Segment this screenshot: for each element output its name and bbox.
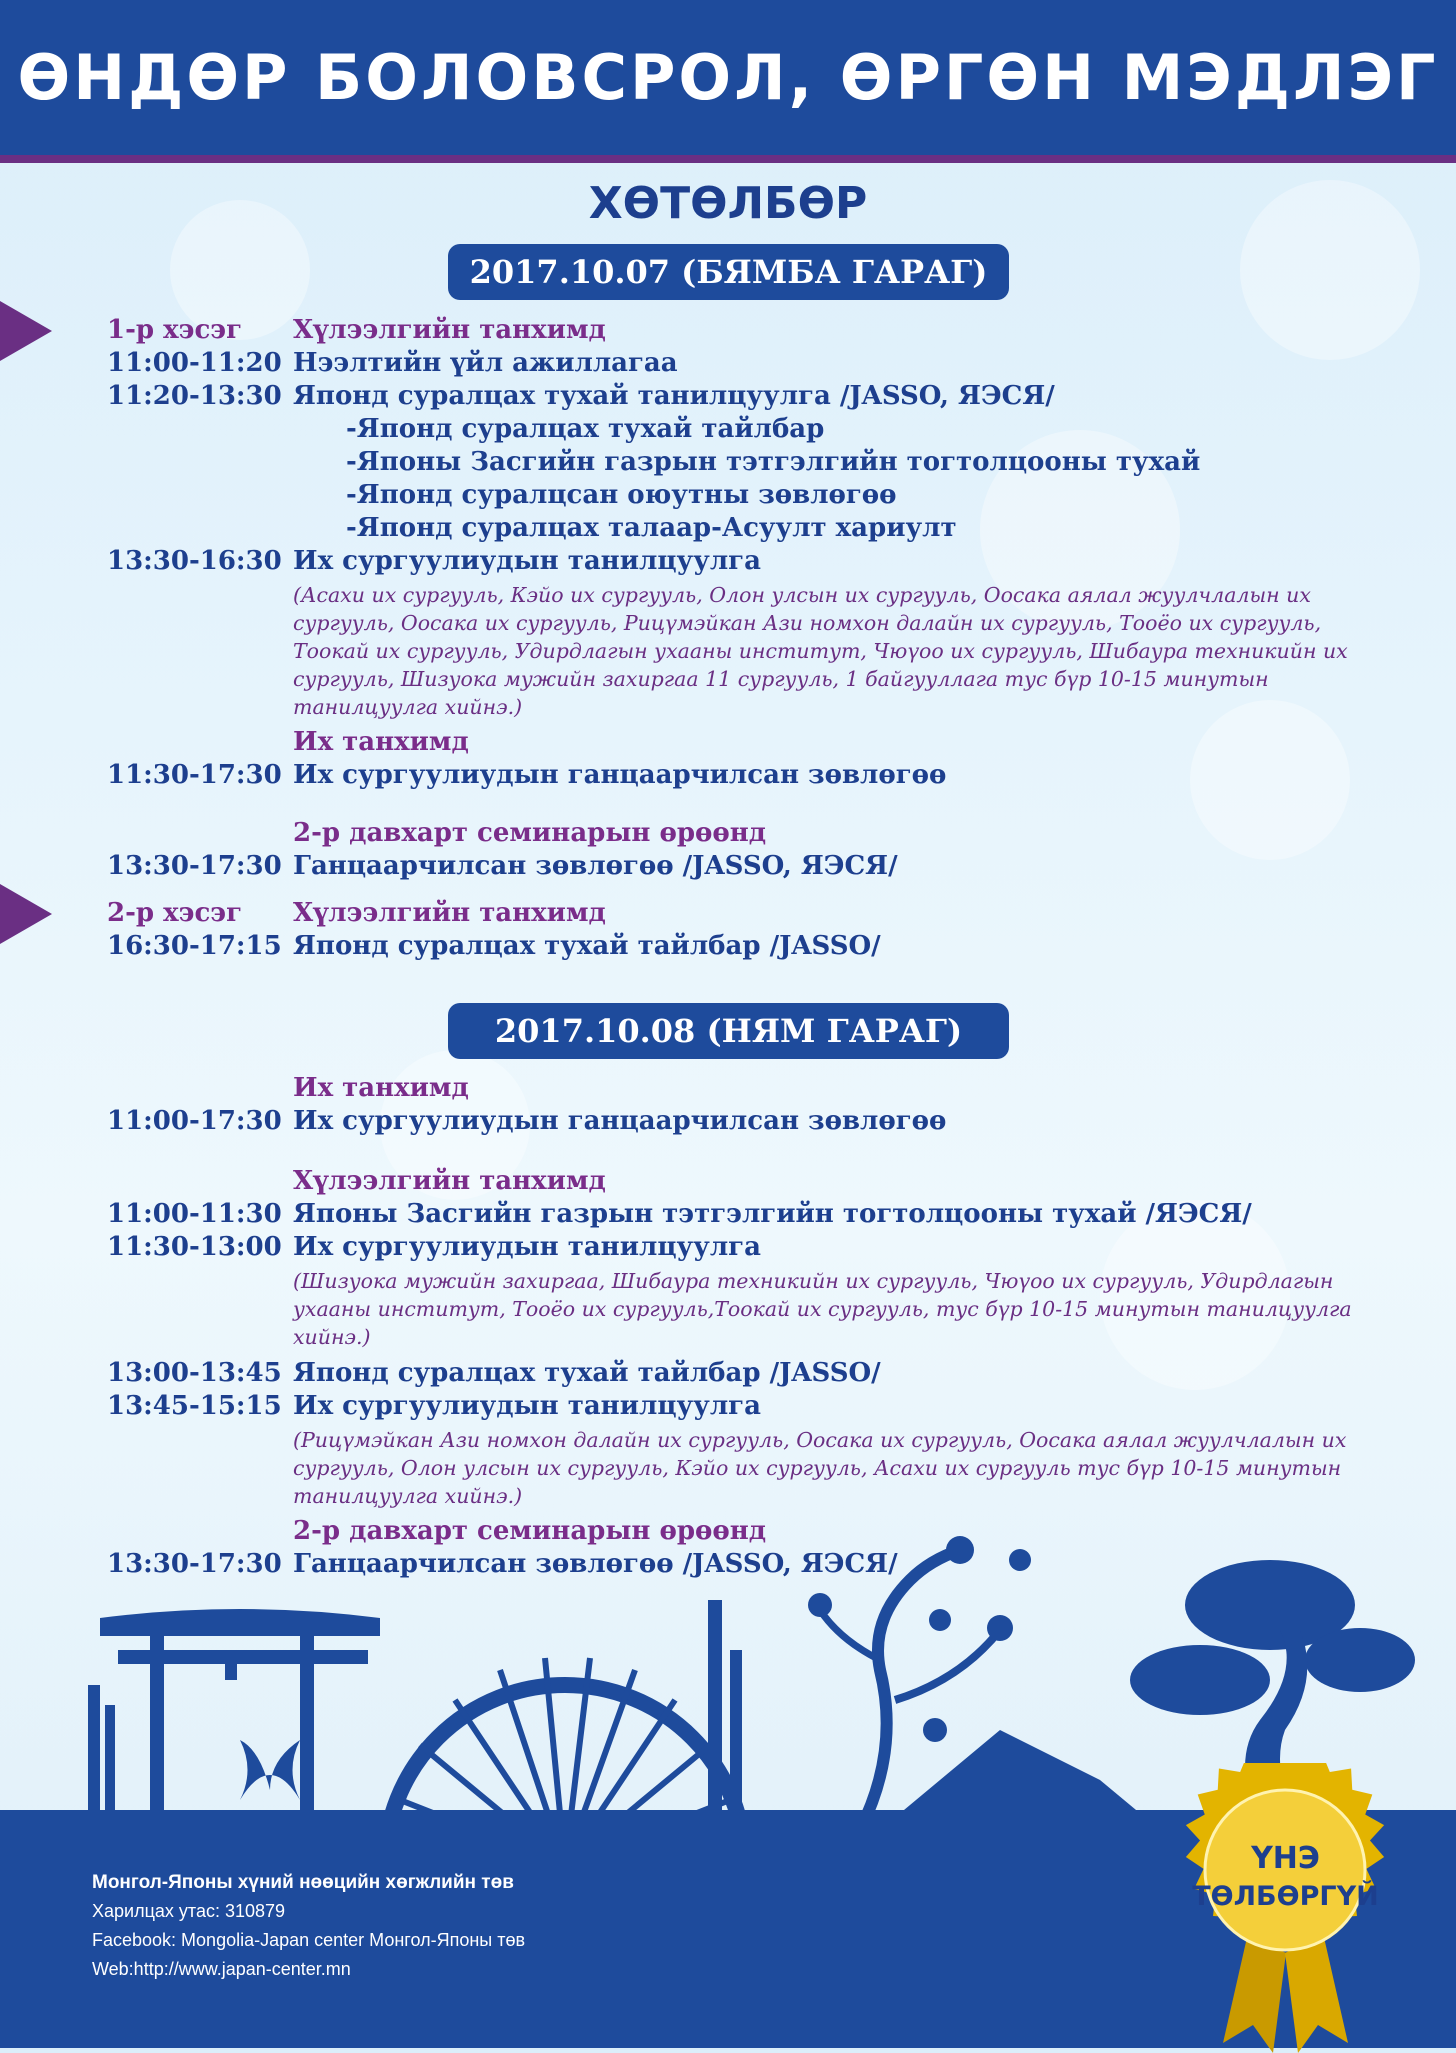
schedule-time: 16:30-17:15 [107,931,282,961]
schedule-time: 13:30-17:30 [107,851,282,881]
schedule-item: Ганцаарчилсан зөвлөгөө /JASSO, ЯЭСЯ/ [293,1549,898,1579]
schedule-item: Их сургуулиудын танилцуулга [293,1232,761,1262]
date-pill-day2: 2017.10.08 (НЯМ ГАРАГ) [448,1003,1009,1059]
venue-label: 2-р давхарт семинарын өрөөнд [293,818,767,848]
schedule-time: 13:30-17:30 [107,1549,282,1579]
schedule-time: 11:00-11:20 [107,348,282,378]
website-link[interactable]: Web:http://www.japan-center.mn [92,1959,351,1979]
schedule-time: 11:00-11:30 [107,1199,282,1229]
schedule-note: (Рицүмэйкан Ази номхон далайн их сургууль, Оосака их сургууль, Оосака аялал жуулчлалын их сургууль, Олон улсын их сургууль, Кэйо их сургууль, Асахи их сургууль тус бүр 10-15 минутын танилцуулга хийнэ.) [293,1428,1347,1508]
venue-label: Хүлээлгийн танхимд [293,1166,606,1196]
schedule-time: 13:00-13:45 [107,1358,282,1388]
section1-label: 1-р хэсэг [107,315,243,345]
contact-info [92,1868,525,1984]
schedule-item: Их сургуулиудын танилцуулга [293,1391,761,1421]
section1-venue: Хүлээлгийн танхимд [293,315,606,345]
schedule-time: 11:00-17:30 [107,1106,282,1136]
program-title: ХӨТӨЛБӨР [588,178,868,229]
section2-venue: Хүлээлгийн танхимд [293,898,606,928]
schedule-item: Японы Засгийн газрын тэтгэлгийн тогтолцооны тухай /ЯЭСЯ/ [293,1199,1252,1229]
schedule-item: Их сургуулиудын ганцаарчилсан зөвлөгөө [293,1106,947,1136]
schedule-item: Японд суралцах тухай тайлбар /JASSO/ [293,931,881,961]
top-banner [0,0,1456,163]
schedule-item: Японд суралцах тухай танилцуулга /JASSO, ЯЭСЯ/ [293,381,1055,411]
venue-label: Их танхимд [293,1073,469,1103]
badge-line1: ҮНЭ [1251,1841,1320,1876]
schedule-item: Японд суралцах тухай тайлбар /JASSO/ [293,1358,881,1388]
venue-label: 2-р давхарт семинарын өрөөнд [293,1516,767,1546]
schedule-item: Ганцаарчилсан зөвлөгөө /JASSO, ЯЭСЯ/ [293,851,898,881]
schedule-note: (Шизуока мужийн захиргаа, Шибаура техникийн их сургууль, Чюүоо их сургууль, Удирдлагын ухааны институт, Тооёо их сургууль,Тоокай их сургууль, тус бүр 10-15 минутын танилцуулга хийнэ.) [293,1269,1352,1349]
section2-label: 2-р хэсэг [107,898,243,928]
banner-title: ӨНДӨР БОЛОВСРОЛ, ӨРГӨН МЭДЛЭГ [17,41,1439,114]
schedule-time: 13:45-15:15 [107,1391,282,1421]
schedule-time: 13:30-16:30 [107,546,282,576]
free-badge-text [1178,1840,1393,1916]
facebook-link[interactable]: Facebook: Mongolia-Japan center Монгол-Японы төв [92,1930,526,1950]
date-pill-day1: 2017.10.07 (БЯМБА ГАРАГ) [448,244,1009,300]
section-marker-icon [0,884,52,944]
lotus-icon [240,1740,300,1800]
schedule-item: Их сургуулиудын танилцуулга [293,546,761,576]
schedule-time: 11:20-13:30 [107,381,282,411]
torii-gate-icon [100,1609,380,1636]
organization-name: Монгол-Японы хүний нөөцийн хөгжлийн төв [92,1872,514,1893]
schedule-subitem: -Японд суралцсан оюутны зөвлөгөө [346,480,897,510]
section-marker-icon [0,301,52,361]
schedule-item: Нээлтийн үйл ажиллагаа [293,348,678,378]
phone-number: Харилцах утас: 310879 [92,1901,286,1921]
schedule-subitem: -Японд суралцах талаар-Асуулт хариулт [346,513,957,543]
schedule-time: 11:30-13:00 [107,1232,282,1262]
venue-label: Их танхимд [293,727,469,757]
schedule-time: 11:30-17:30 [107,760,282,790]
fan-icon [385,1658,745,1830]
blossom-decoration [1190,700,1350,860]
schedule-item: Их сургуулиудын ганцаарчилсан зөвлөгөө [293,760,947,790]
schedule-subitem: -Японы Засгийн газрын тэтгэлгийн тогтолцооны тухай [346,447,1201,477]
schedule-note: (Асахи их сургууль, Кэйо их сургууль, Олон улсын их сургууль, Оосака аялал жуулчлалын их сургууль, Оосака их сургууль, Рицүмэйкан Ази номхон далайн их сургууль, Тооёо их сургууль, Тоокай их сургууль, Удирдлагын ухааны институт, Чюүоо их сургууль, Шибаура техникийн их сургууль, Шизуока мужийн захиргаа 11 сургууль, 1 байгууллага тус бүр 10-15 минутын танилцуулга хийнэ.) [293,583,1348,719]
schedule-subitem: -Японд суралцах тухай тайлбар [346,414,825,444]
badge-line2: ТӨЛБӨРГҮЙ [1192,1881,1379,1912]
